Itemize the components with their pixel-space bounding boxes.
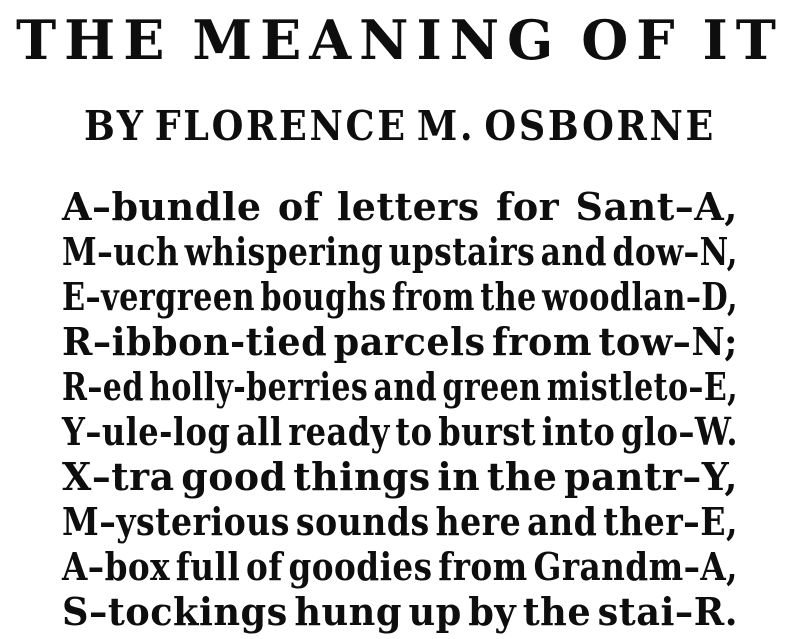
poem-line-text: A–bundle of letters for Sant–A, xyxy=(62,184,738,229)
byline xyxy=(84,104,716,148)
poem-line xyxy=(62,274,738,319)
poem-line xyxy=(62,364,738,409)
poem-line xyxy=(62,409,738,454)
poem-line xyxy=(62,589,738,634)
page-title-text: THE MEANING OF IT xyxy=(16,8,784,72)
scanned-poem-page xyxy=(0,8,800,639)
poem-line-text: E–vergreen boughs from the woodlan–D, xyxy=(62,274,738,319)
poem xyxy=(62,184,738,634)
poem-line xyxy=(62,184,738,229)
poem-line-text: S–tockings hung up by the stai–R. xyxy=(62,589,738,634)
poem-line xyxy=(62,229,738,274)
poem-line-text: A–box full of goodies from Grandm–A, xyxy=(62,544,738,589)
byline-text: BY FLORENCE M. OSBORNE xyxy=(84,102,716,150)
poem-line-text: M–uch whispering upstairs and dow–N, xyxy=(62,229,738,274)
poem-line-text: X–tra good things in the pantr–Y, xyxy=(62,454,738,499)
poem-line-text: Y–ule-log all ready to burst into glo–W. xyxy=(62,409,738,454)
page-title xyxy=(16,8,784,72)
poem-line xyxy=(62,499,738,544)
poem-line xyxy=(62,454,738,499)
poem-line xyxy=(62,544,738,589)
poem-line-text: R–ed holly-berries and green mistleto–E, xyxy=(62,364,738,409)
poem-line xyxy=(62,319,738,364)
poem-line-text: M–ysterious sounds here and ther–E, xyxy=(62,499,738,544)
poem-line-text: R–ibbon-tied parcels from tow–N; xyxy=(62,319,738,364)
